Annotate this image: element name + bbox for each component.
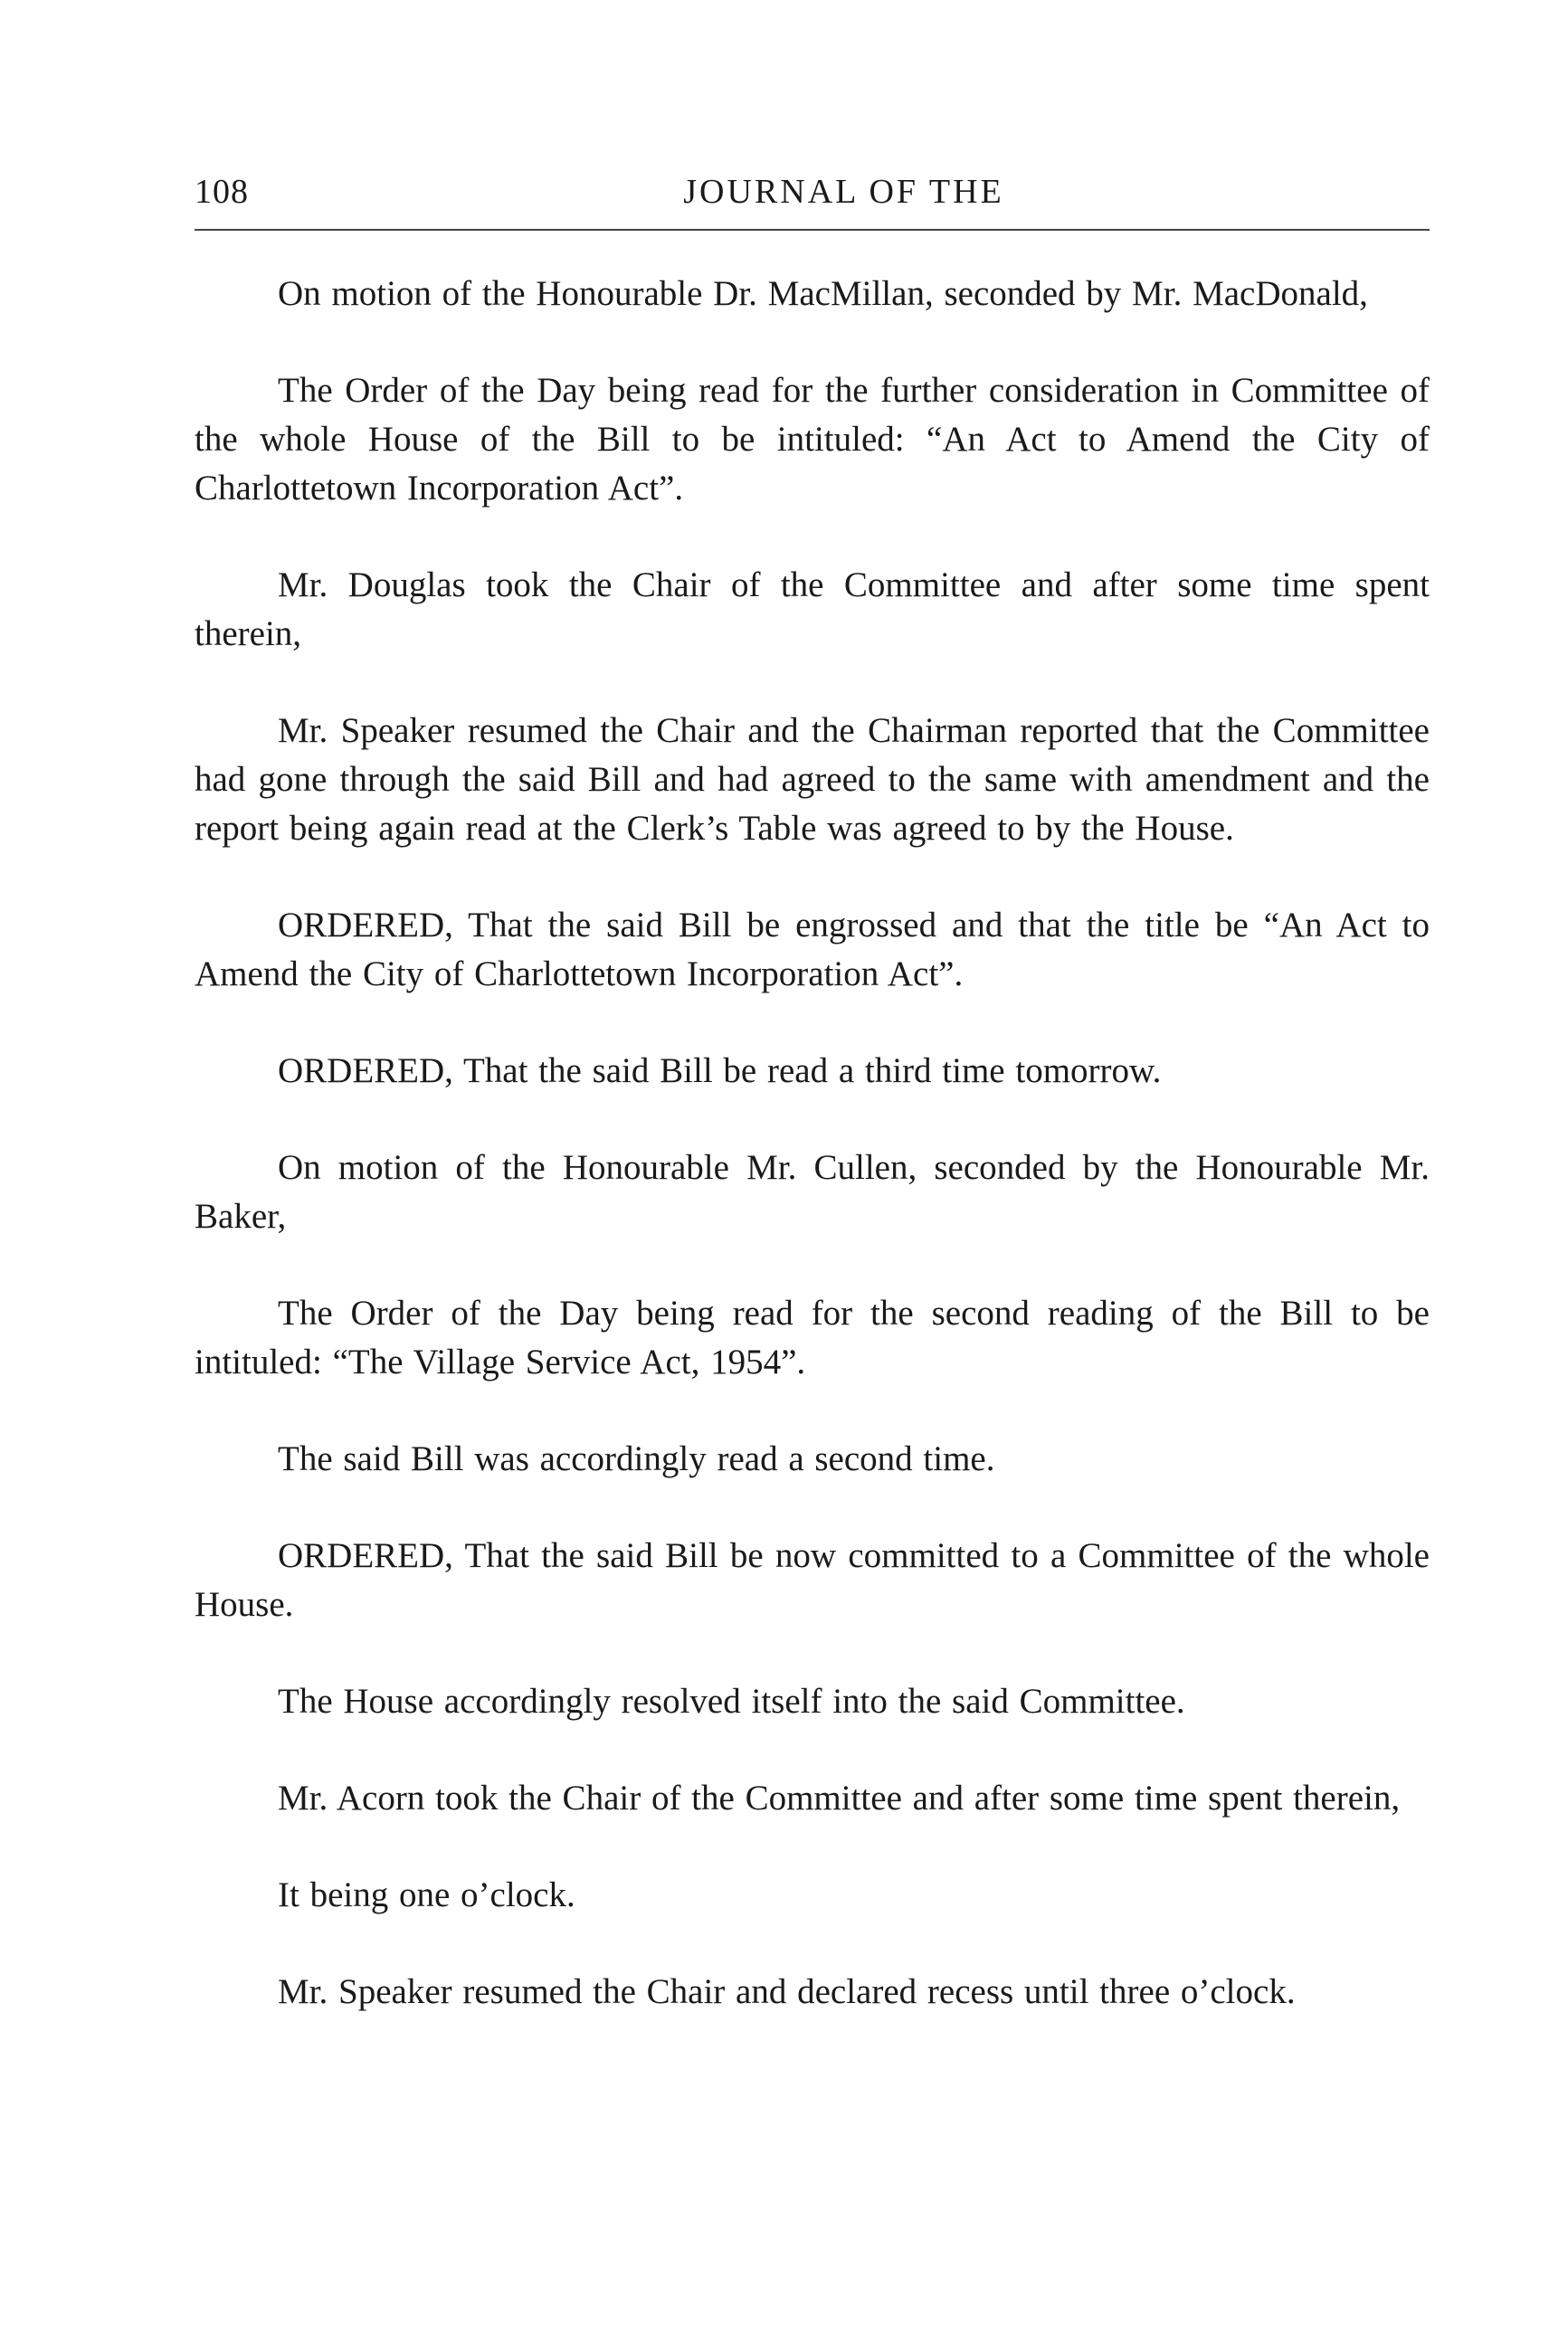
paragraph: ORDERED, That the said Bill be engrossed and that the title be “An Act to Amend the City of Charlottetown Incorporation Act”. bbox=[195, 906, 1430, 993]
paragraph: The Order of the Day being read for the second reading of the Bill to be intituled: “The Village Service Act, 1954”. bbox=[195, 1294, 1430, 1381]
paragraph: On motion of the Honourable Dr. MacMillan, seconded by Mr. MacDonald, bbox=[278, 274, 1368, 313]
paragraph: ORDERED, That the said Bill be read a third time tomorrow. bbox=[278, 1051, 1162, 1090]
paragraph: Mr. Douglas took the Chair of the Committee and after some time spent therein, bbox=[195, 565, 1430, 653]
paragraph: The said Bill was accordingly read a second time. bbox=[278, 1439, 995, 1478]
running-head: JOURNAL OF THE bbox=[683, 173, 1004, 211]
paragraph: The Order of the Day being read for the further consideration in Committee of the whole House of the Bill to be intituled: “An Act to Amend the City of Charlottetown Incorporation Act”. bbox=[195, 371, 1430, 508]
journal-body bbox=[195, 270, 1430, 2017]
paragraph: Mr. Acorn took the Chair of the Committee and after some time spent therein, bbox=[278, 1779, 1401, 1818]
paragraph: Mr. Speaker resumed the Chair and declared recess until three o’clock. bbox=[278, 1972, 1296, 2011]
paragraph: It being one o’clock. bbox=[278, 1875, 575, 1914]
paragraph: On motion of the Honourable Mr. Cullen, seconded by the Honourable Mr. Baker, bbox=[195, 1148, 1430, 1236]
paragraph: ORDERED, That the said Bill be now committed to a Committee of the whole House. bbox=[195, 1536, 1430, 1624]
header-rule bbox=[195, 229, 1430, 231]
paragraph: Mr. Speaker resumed the Chair and the Chairman reported that the Committee had gone through the said Bill and had agreed to the same with amendment and the report being again read at the Clerk’s Table was agreed to by the House. bbox=[195, 711, 1430, 848]
page-number: 108 bbox=[195, 173, 249, 211]
page-header bbox=[195, 172, 1430, 217]
paragraph: The House accordingly resolved itself into the said Committee. bbox=[278, 1682, 1185, 1721]
